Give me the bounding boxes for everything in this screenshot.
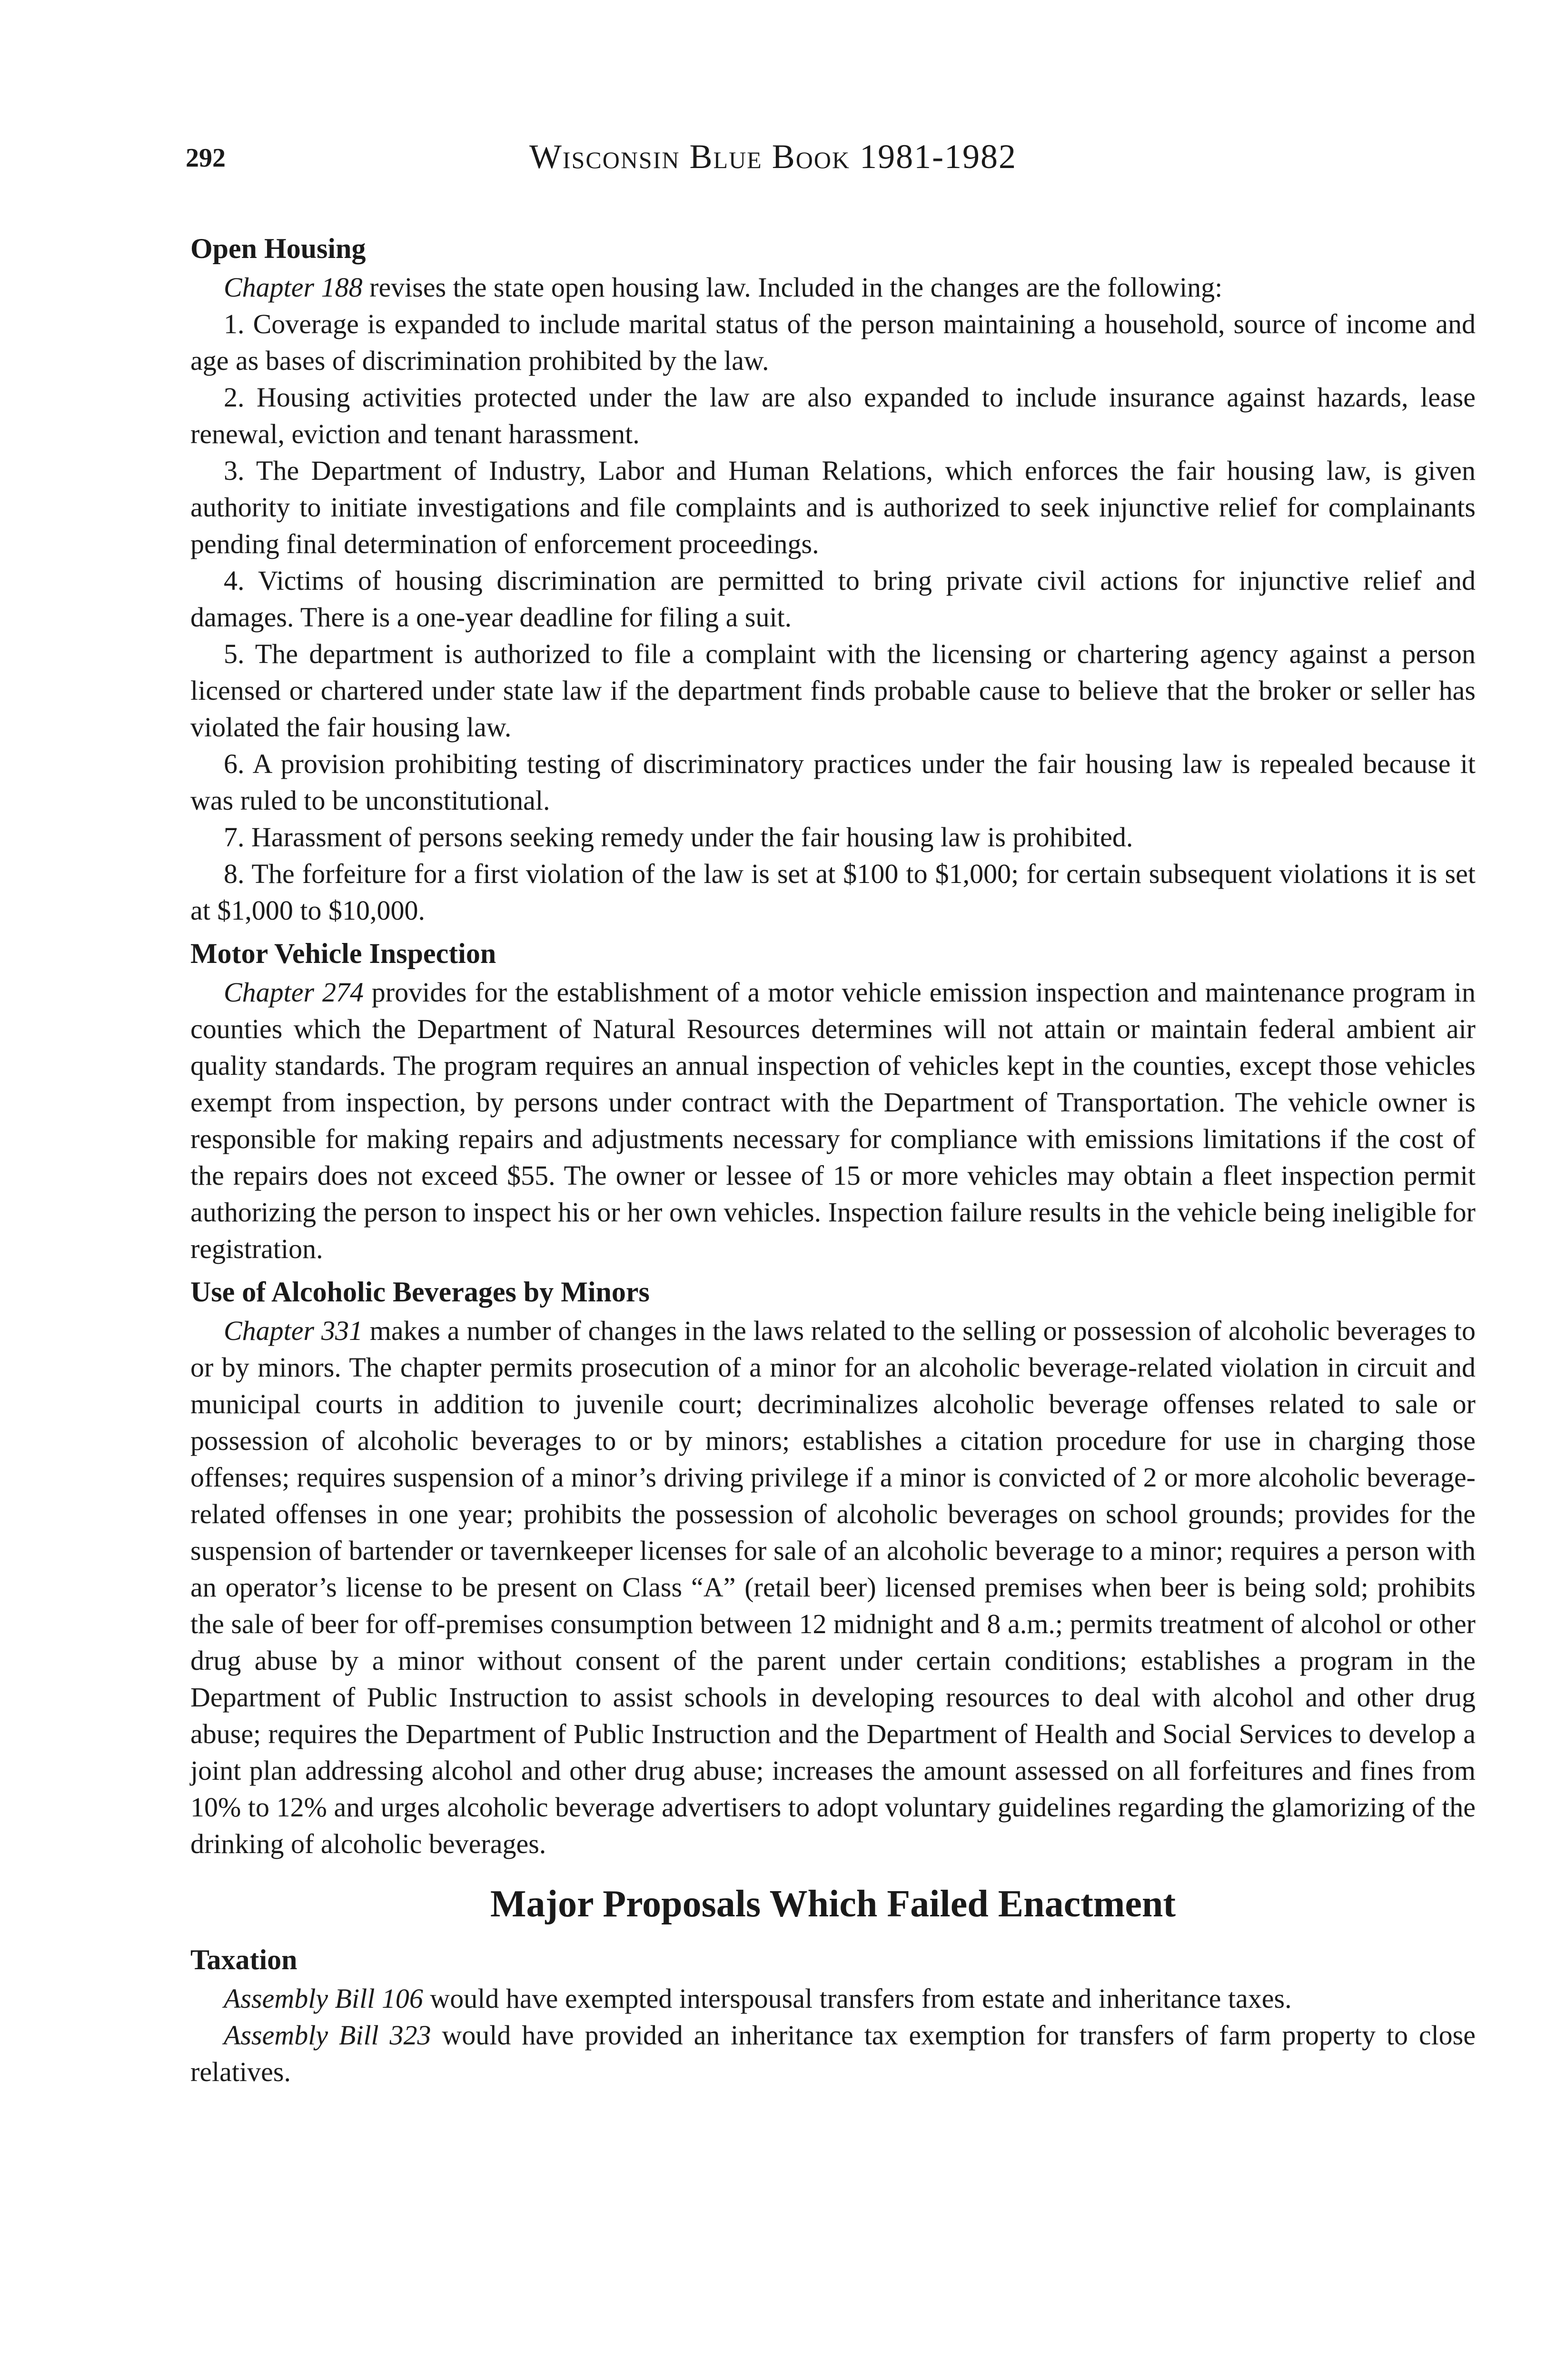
list-item: 8. The forfeiture for a first violation of the law is set at $100 to $1,000; for certain subsequent violations it is set at $1,000 to $10,000. xyxy=(190,858,1476,926)
alcohol-paragraph xyxy=(190,1312,1476,1862)
bill-paragraph xyxy=(190,2017,1476,2090)
intro-text: revises the state open housing law. Included in the changes are the following: xyxy=(362,272,1223,303)
paragraph-text: makes a number of changes in the laws related to the selling or possession of alcoholic beverages to or by minors. The chapter permits prosecution of a minor for an alcoholic beverage-related violation in circuit and municipal courts in addition to juvenile court; decriminalizes alcoholic beverage offenses related to sale or possession of alcoholic beverages to or by minors; establishes a citation procedure for use in charging those offenses; requires suspension of a minor’s driving privilege if a minor is convicted of 2 or more alcoholic beverage-related offenses in one year; prohibits the possession of alcoholic beverages on school grounds; provides for the suspension of bartender or tavernkeeper licenses for sale of an alcoholic beverage to a minor; requires a person with an operator’s license to be present on Class “A” (retail beer) licensed premises when beer is being sold; prohibits the sale of beer for off-premises consumption between 12 midnight and 8 a.m.; permits treatment of alcohol or other drug abuse by a minor without consent of the parent under certain conditions; establishes a program in the Department of Public Instruction to assist schools in developing resources to deal with alcohol and other drug abuse; requires the Department of Public Instruction and the Department of Health and Social Services to develop a joint plan addressing alcohol and other drug abuse; increases the amount assessed on all forfeitures and fines from 10% to 12% and urges alcoholic beverage advertisers to adopt voluntary guidelines regarding the glamorizing of the drinking of alcoholic beverages. xyxy=(190,1315,1476,1859)
paragraph-text: provides for the establishment of a motor vehicle emission inspection and maintenance program in counties which the Department of Natural Resources determines will not attain or maintain federal ambient air quality standards. The program requires an annual inspection of vehicles kept in the counties, except those vehicles exempt from inspection, by persons under contract with the Department of Transportation. The vehicle owner is responsible for making repairs and adjustments necessary for compliance with emissions limitations if the cost of the repairs does not exceed $55. The owner or lessee of 15 or more vehicles may obtain a fleet inspection permit authorizing the person to inspect his or her own vehicles. Inspection failure results in the vehicle being ineligible for registration. xyxy=(190,977,1476,1264)
bill-paragraph xyxy=(190,1980,1476,2017)
list-item: 1. Coverage is expanded to include marital status of the person maintaining a household, source of income and age as bases of discrimination prohibited by the law. xyxy=(190,308,1476,376)
list-item: 3. The Department of Industry, Labor and Human Relations, which enforces the fair housing law, is given authority to initiate investigations and file complaints and is authorized to seek injunctive relief for complainants pending final determination of enforcement proceedings. xyxy=(190,455,1476,559)
page-number: 292 xyxy=(186,143,226,173)
section-heading-open-housing: Open Housing xyxy=(190,233,366,264)
section-heading-alcohol: Use of Alcoholic Beverages by Minors xyxy=(190,1276,650,1308)
section-heading-motor-vehicle: Motor Vehicle Inspection xyxy=(190,938,496,969)
list-item: 5. The department is authorized to file a complaint with the licensing or chartering agency against a person licensed or chartered under state law if the department finds probable cause to believe that the broker or seller has violated the fair housing law. xyxy=(190,638,1476,743)
list-item: 7. Harassment of persons seeking remedy under the fair housing law is prohibited. xyxy=(224,822,1133,853)
bill-text: would have provided an inheritance tax exemption for transfers of farm property to close relatives. xyxy=(190,2020,1476,2087)
major-heading: Major Proposals Which Failed Enactment xyxy=(490,1883,1176,1925)
bill-ref: Assembly Bill 106 xyxy=(224,1983,423,2014)
list-item: 6. A provision prohibiting testing of discriminatory practices under the fair housing law is repealed because it was ruled to be unconstitutional. xyxy=(190,748,1476,816)
bill-ref: Assembly Bill 323 xyxy=(224,2020,431,2051)
page-body xyxy=(190,224,1476,2090)
bill-text: would have exempted interspousal transfers from estate and inheritance taxes. xyxy=(423,1983,1292,2014)
running-head: Wisconsin Blue Book 1981-1982 xyxy=(529,138,1017,176)
list-item: 2. Housing activities protected under the law are also expanded to include insurance against hazards, lease renewal, eviction and tenant harassment. xyxy=(190,382,1476,449)
chapter-ref: Chapter 274 xyxy=(224,977,364,1008)
open-housing-intro xyxy=(190,269,1476,306)
list-item: 4. Victims of housing discrimination are permitted to bring private civil actions for injunctive relief and damages. There is a one-year deadline for filing a suit. xyxy=(190,565,1476,633)
motor-vehicle-paragraph xyxy=(190,974,1476,1267)
chapter-ref: Chapter 331 xyxy=(224,1315,363,1346)
chapter-ref: Chapter 188 xyxy=(224,272,363,303)
section-heading-taxation: Taxation xyxy=(190,1944,297,1975)
